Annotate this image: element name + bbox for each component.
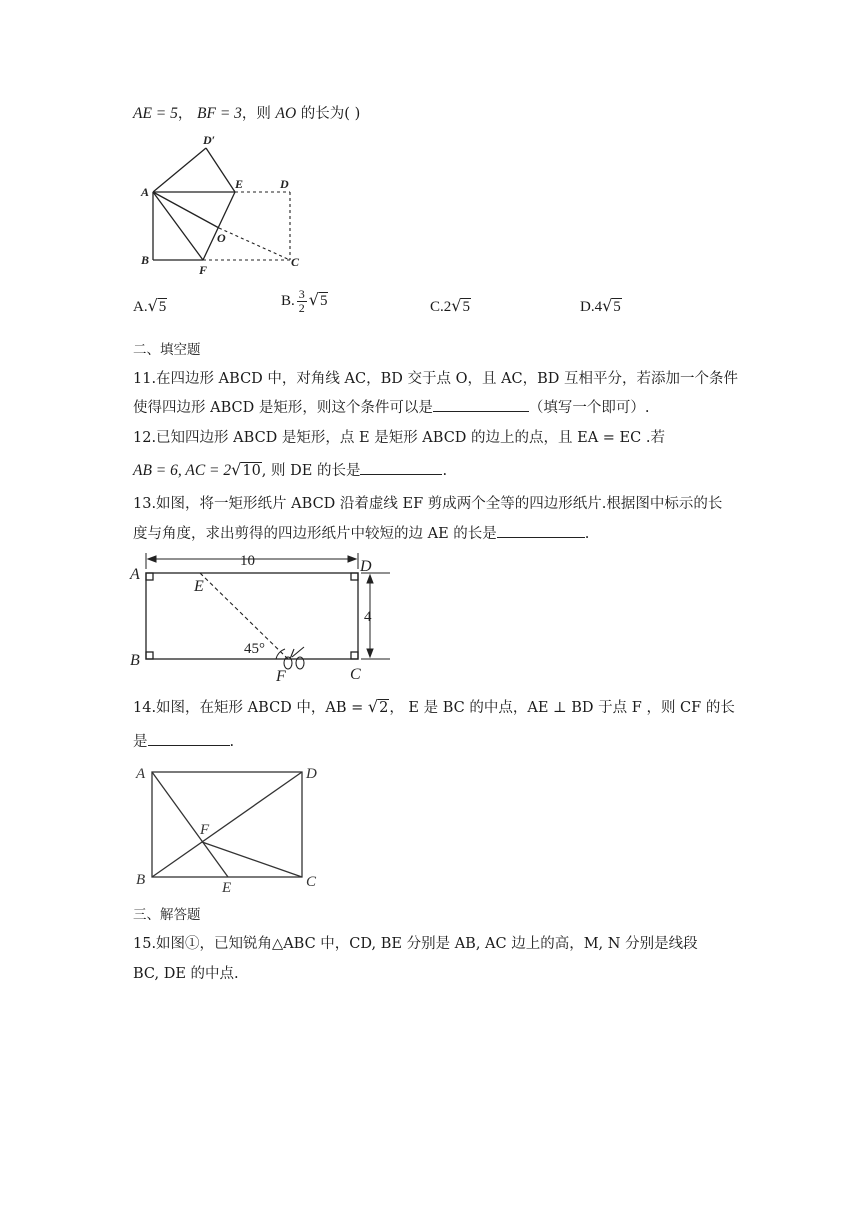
q12-answer-blank[interactable] <box>360 460 442 475</box>
q10-condition: AE = 5， BF = 3，则 AO 的长为( ) <box>133 105 361 122</box>
q14-label-b: B <box>136 872 146 888</box>
q11-line1: 11.在四边形 ABCD 中，对角线 AC，BD 交于点 O，且 AC，BD 互相平分，若添加一个条件 <box>133 371 739 387</box>
q10-label-o: O <box>217 231 226 245</box>
q14-figure <box>130 760 330 895</box>
radicand: 10 <box>242 463 261 479</box>
q13-line1: 13.如图，将一矩形纸片 ABCD 沿着虚线 EF 剪成两个全等的四边形纸片.根据图中标示的长 <box>133 496 723 512</box>
q10-cond-ae: AE = 5 <box>133 105 178 122</box>
q10-ask-prefix: ，则 <box>241 106 276 122</box>
q10-cond-bf: BF = 3 <box>197 105 242 122</box>
q10-label-a: A <box>141 185 150 199</box>
q14-line1-suffix: ， E 是 BC 的中点，AE ⊥ BD 于点 F ，则 CF 的长 <box>389 700 735 716</box>
sqrt: √5 <box>602 296 621 315</box>
q13-label-e: E <box>194 578 204 595</box>
q12-line2-suffix: . <box>442 463 448 479</box>
sqrt: √5 <box>147 296 167 315</box>
q14-line2 <box>133 731 234 752</box>
q10-option-a[interactable] <box>133 296 167 316</box>
q13-line2-suffix: . <box>584 526 590 542</box>
q11-line2 <box>133 397 649 418</box>
q10-label-dprime: D′ <box>203 133 216 147</box>
q13-label-top-length: 10 <box>240 553 255 569</box>
option-letter: D. <box>580 299 595 315</box>
q13-answer-blank[interactable] <box>497 523 585 538</box>
sqrt: √5 <box>451 296 470 315</box>
q12-line2 <box>133 460 447 481</box>
q10-ask-var: AO <box>275 105 297 122</box>
radicand: 5 <box>462 299 470 315</box>
section-title-answer: 三、解答题 <box>133 907 201 923</box>
q13-label-side-length: 4 <box>364 609 372 625</box>
q14-line2-suffix: . <box>229 734 235 750</box>
q10-label-c: C <box>291 255 300 269</box>
q14-label-e: E <box>222 880 232 895</box>
q11-answer-blank[interactable] <box>433 397 529 412</box>
q11-line2-prefix: 使得四边形 ABCD 是矩形，则这个条件可以是 <box>133 400 433 416</box>
sqrt: √10 <box>231 460 261 479</box>
q10-label-d: D <box>280 177 289 191</box>
q14-label-d: D <box>306 766 317 782</box>
q11-line2-suffix: （填写一个即可）. <box>528 400 650 416</box>
option-letter: C. <box>430 299 444 315</box>
q13-label-c: C <box>350 666 361 683</box>
q14-line1 <box>133 697 735 718</box>
q14-label-f: F <box>200 822 210 838</box>
q10-label-f: F <box>199 263 208 277</box>
radicand: 2 <box>379 700 389 716</box>
q14-line2-prefix: 是 <box>133 734 148 750</box>
sqrt: √5 <box>308 289 328 309</box>
q13-label-a: A <box>130 566 140 583</box>
q13-figure <box>128 545 398 685</box>
denominator: 2 <box>298 301 305 315</box>
q15-line2: BC, DE 的中点. <box>133 966 239 982</box>
radicand: 5 <box>613 299 621 315</box>
q12-line1: 12.已知四边形 ABCD 是矩形，点 E 是矩形 ABCD 的边上的点，且 EA = EC .若 <box>133 430 665 446</box>
option-letter: B. <box>281 292 295 309</box>
q13-label-b: B <box>130 652 140 669</box>
q10-label-b: B <box>141 253 150 267</box>
coefficient: 2 <box>443 299 452 315</box>
q14-answer-blank[interactable] <box>148 731 230 746</box>
radicand: 5 <box>319 292 328 309</box>
q14-line1-prefix: 14.如图，在矩形 ABCD 中，AB = <box>133 700 368 716</box>
q10-option-b[interactable] <box>281 288 328 315</box>
numerator: 3 <box>298 287 305 301</box>
q10-figure <box>135 132 315 282</box>
q13-label-angle: 45° <box>244 641 265 657</box>
q12-given: AB = 6, AC = 2 <box>133 462 232 479</box>
sqrt: √2 <box>367 697 389 716</box>
fraction <box>297 288 307 315</box>
q10-label-e: E <box>235 177 244 191</box>
radicand: 5 <box>158 299 167 315</box>
q13-label-f: F <box>276 668 286 685</box>
q10-option-c[interactable] <box>430 296 471 316</box>
option-letter: A. <box>133 299 148 315</box>
q14-label-c: C <box>306 874 317 890</box>
q14-label-a: A <box>136 766 146 782</box>
q13-label-d: D <box>360 558 372 575</box>
q15-line1: 15.如图①，已知锐角△ABC 中，CD, BE 分别是 AB, AC 边上的高，M, N 分别是线段 <box>133 936 698 952</box>
q13-line2 <box>133 523 589 544</box>
section-title-fill-blank: 二、填空题 <box>133 342 201 358</box>
q13-line2-prefix: 度与角度，求出剪得的四边形纸片中较短的边 AE 的长是 <box>133 526 497 542</box>
q10-option-d[interactable] <box>580 296 622 316</box>
q10-ask-suffix: 的长为( ) <box>296 106 361 122</box>
q12-line2-mid: , 则 DE 的长是 <box>261 463 361 479</box>
coefficient: 4 <box>594 299 603 315</box>
